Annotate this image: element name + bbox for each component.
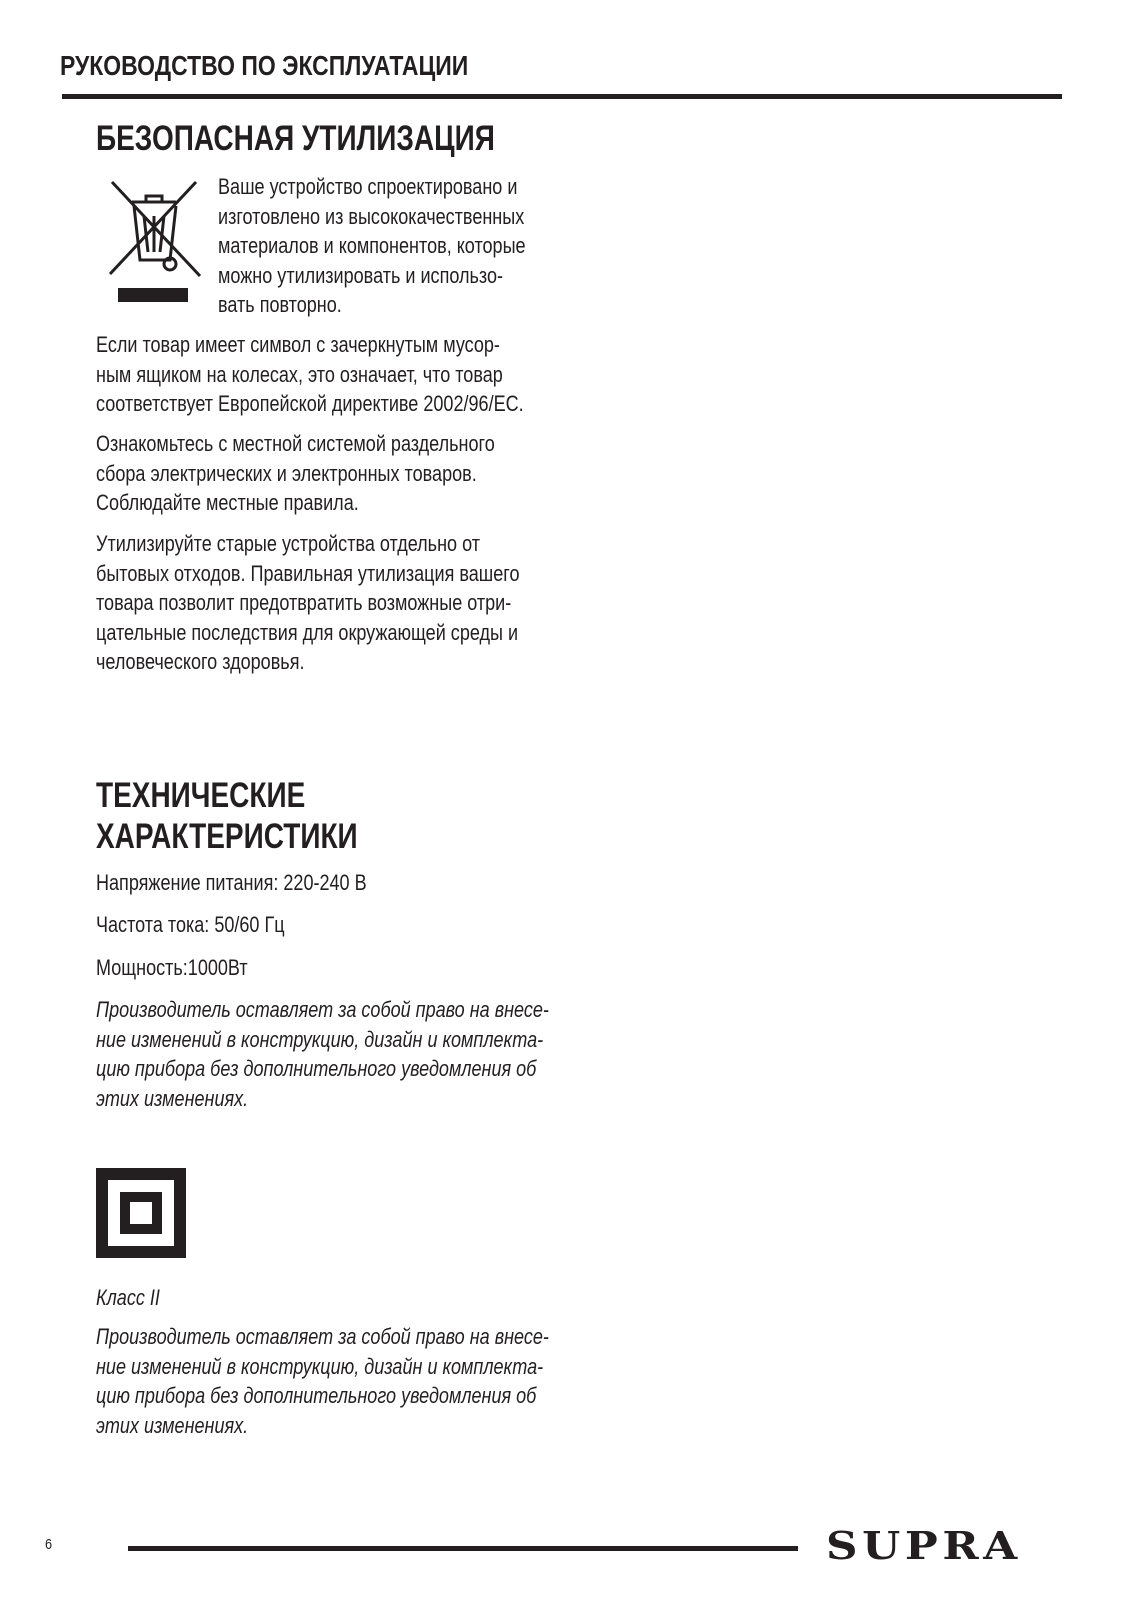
- specs-section-title-line1: ТЕХНИЧЕСКИЕ: [96, 776, 306, 815]
- specs-section-title-line2: ХАРАКТЕРИСТИКИ: [96, 817, 358, 856]
- class-ii-label: Класс II: [96, 1285, 160, 1310]
- disposal-intro-text: Ваше устройство спроектировано и изготовлено из высококачественных материалов и компонентов, которые можно утилизировать и использо- вать повторно.: [218, 174, 526, 317]
- spec-voltage: Напряжение питания: 220-240 В: [96, 870, 367, 895]
- specs-disclaimer-1: Производитель оставляет за собой право на внесе- ние изменений в конструкцию, дизайн и комплекта- цию прибора без дополнительного уведомления об этих изменениях.: [96, 997, 549, 1111]
- spec-power: Мощность:1000Вт: [96, 955, 248, 980]
- header-divider: [62, 94, 1062, 99]
- disposal-paragraph-2: Ознакомьтесь с местной системой раздельного сбора электрических и электронных товаров. Соблюдайте местные правила.: [96, 431, 495, 515]
- brand-logo: SUPRA: [826, 1523, 1022, 1568]
- page-number: 6: [45, 1536, 53, 1553]
- disposal-paragraph-1: Если товар имеет символ с зачеркнутым мусор- ным ящиком на колесах, это означает, что товар соответствует Европейской директиве 2002/96/EC.: [96, 332, 524, 416]
- document-header-title: РУКОВОДСТВО ПО ЭКСПЛУАТАЦИИ: [60, 50, 469, 81]
- specs-disclaimer-2: Производитель оставляет за собой право на внесе- ние изменений в конструкцию, дизайн и комплекта- цию прибора без дополнительного уведомления об этих изменениях.: [96, 1324, 549, 1438]
- footer-divider: [128, 1546, 798, 1551]
- disposal-section-title: БЕЗОПАСНАЯ УТИЛИЗАЦИЯ: [96, 119, 495, 158]
- spec-frequency: Частота тока: 50/60 Гц: [96, 912, 285, 937]
- double-insulation-class-ii-icon: [96, 1168, 186, 1258]
- disposal-paragraph-3: Утилизируйте старые устройства отдельно от бытовых отходов. Правильная утилизация вашего товара позволит предотвратить возможные отри- цательные последствия для окружающей среды и человеческого здоровья.: [96, 531, 520, 674]
- crossed-out-wheelie-bin-icon: [104, 176, 204, 316]
